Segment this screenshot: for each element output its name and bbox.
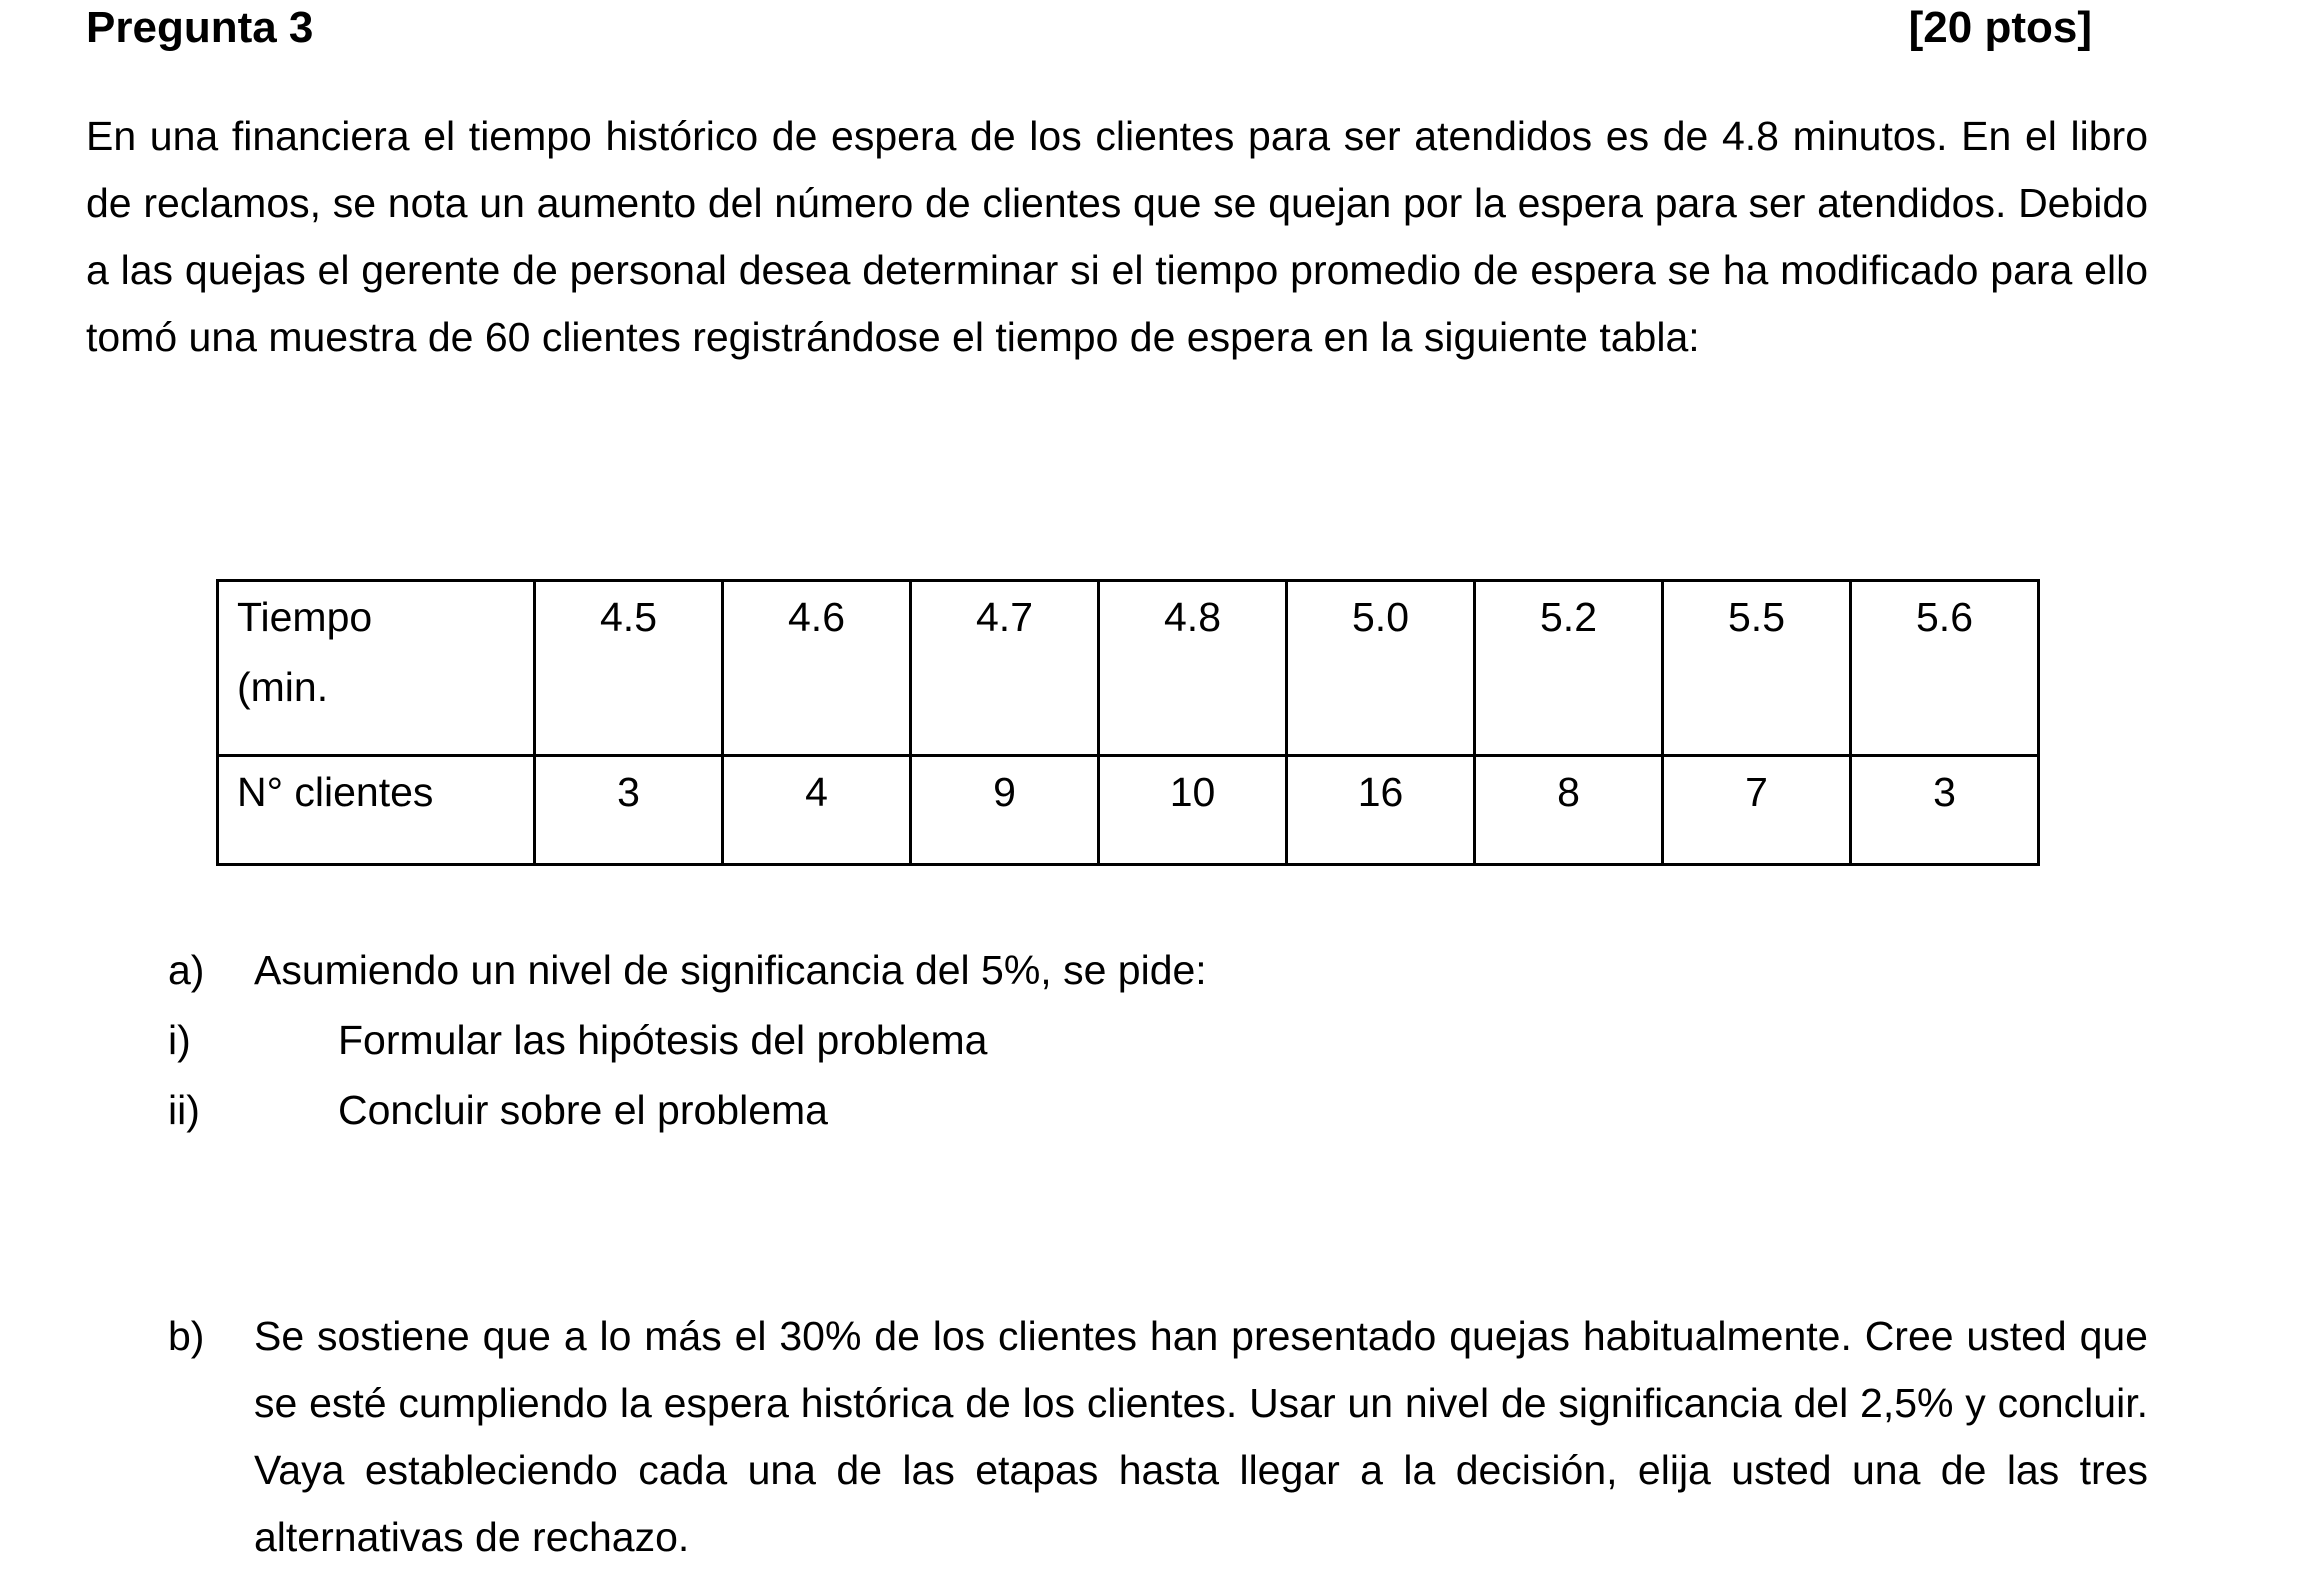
table-row-time (218, 581, 2039, 756)
part-a-item-ii-label: ii) (168, 1087, 200, 1133)
table-cell-time: 5.0 (1287, 581, 1475, 756)
table-cell-count: 16 (1287, 756, 1475, 865)
table-cell-time: 5.2 (1475, 581, 1663, 756)
question-points: [20 ptos] (1908, 3, 2092, 52)
row-header-time (218, 581, 535, 756)
table-cell-count: 3 (1851, 756, 2039, 865)
table-cell-count: 8 (1475, 756, 1663, 865)
table-cell-count: 3 (535, 756, 723, 865)
part-a-text: Asumiendo un nivel de significancia del 5%, se pide: (254, 947, 1207, 993)
table-cell-time: 4.5 (535, 581, 723, 756)
part-b (168, 1303, 2148, 1583)
part-b-text: Se sostiene que a lo más el 30% de los clientes han presentado quejas habitualmente. Cree usted que se esté cumpliendo la espera histórica de los clientes. Usar un nivel de significancia del 2,5% y concluir. Vaya estableciendo cada una de las etapas hasta llegar a la decisión, elija usted una de las tres alternativas de rechazo. (254, 1313, 2148, 1560)
row-header-count: N° clientes (218, 756, 535, 865)
wait-time-table (216, 579, 2040, 866)
part-a-label: a) (168, 947, 205, 993)
table-cell-time: 5.6 (1851, 581, 2039, 756)
table-cell-time: 4.8 (1099, 581, 1287, 756)
question-title: Pregunta 3 (86, 3, 314, 52)
part-b-label: b) (168, 1313, 205, 1359)
table-cell-time: 4.7 (911, 581, 1099, 756)
intro-paragraph: En una financiera el tiempo histórico de espera de los clientes para ser atendidos es de 4.8 minutos. En el libro de reclamos, se nota un aumento del número de clientes que se quejan por la espera para ser atendidos. Debido a las quejas el gerente de personal desea determinar si el tiempo promedio de espera se ha modificado para ello tomó una muestra de 60 clientes registrándose el tiempo de espera en la siguiente tabla: (86, 113, 2148, 360)
part-a (168, 937, 2128, 1007)
row-header-time-line2: (min. (237, 664, 329, 710)
table-cell-count: 10 (1099, 756, 1287, 865)
part-a-item-i (168, 1007, 2128, 1077)
table-cell-count: 4 (723, 756, 911, 865)
table-cell-time: 5.5 (1663, 581, 1851, 756)
table-cell-time: 4.6 (723, 581, 911, 756)
table-cell-count: 7 (1663, 756, 1851, 865)
row-header-time-line1: Tiempo (237, 594, 373, 640)
part-a-item-ii-text: Concluir sobre el problema (338, 1087, 828, 1133)
table-row-count (218, 756, 2039, 865)
part-a-item-i-text: Formular las hipótesis del problema (338, 1017, 988, 1063)
part-a-item-i-label: i) (168, 1017, 191, 1063)
part-a-item-ii (168, 1077, 2128, 1147)
table-cell-count: 9 (911, 756, 1099, 865)
